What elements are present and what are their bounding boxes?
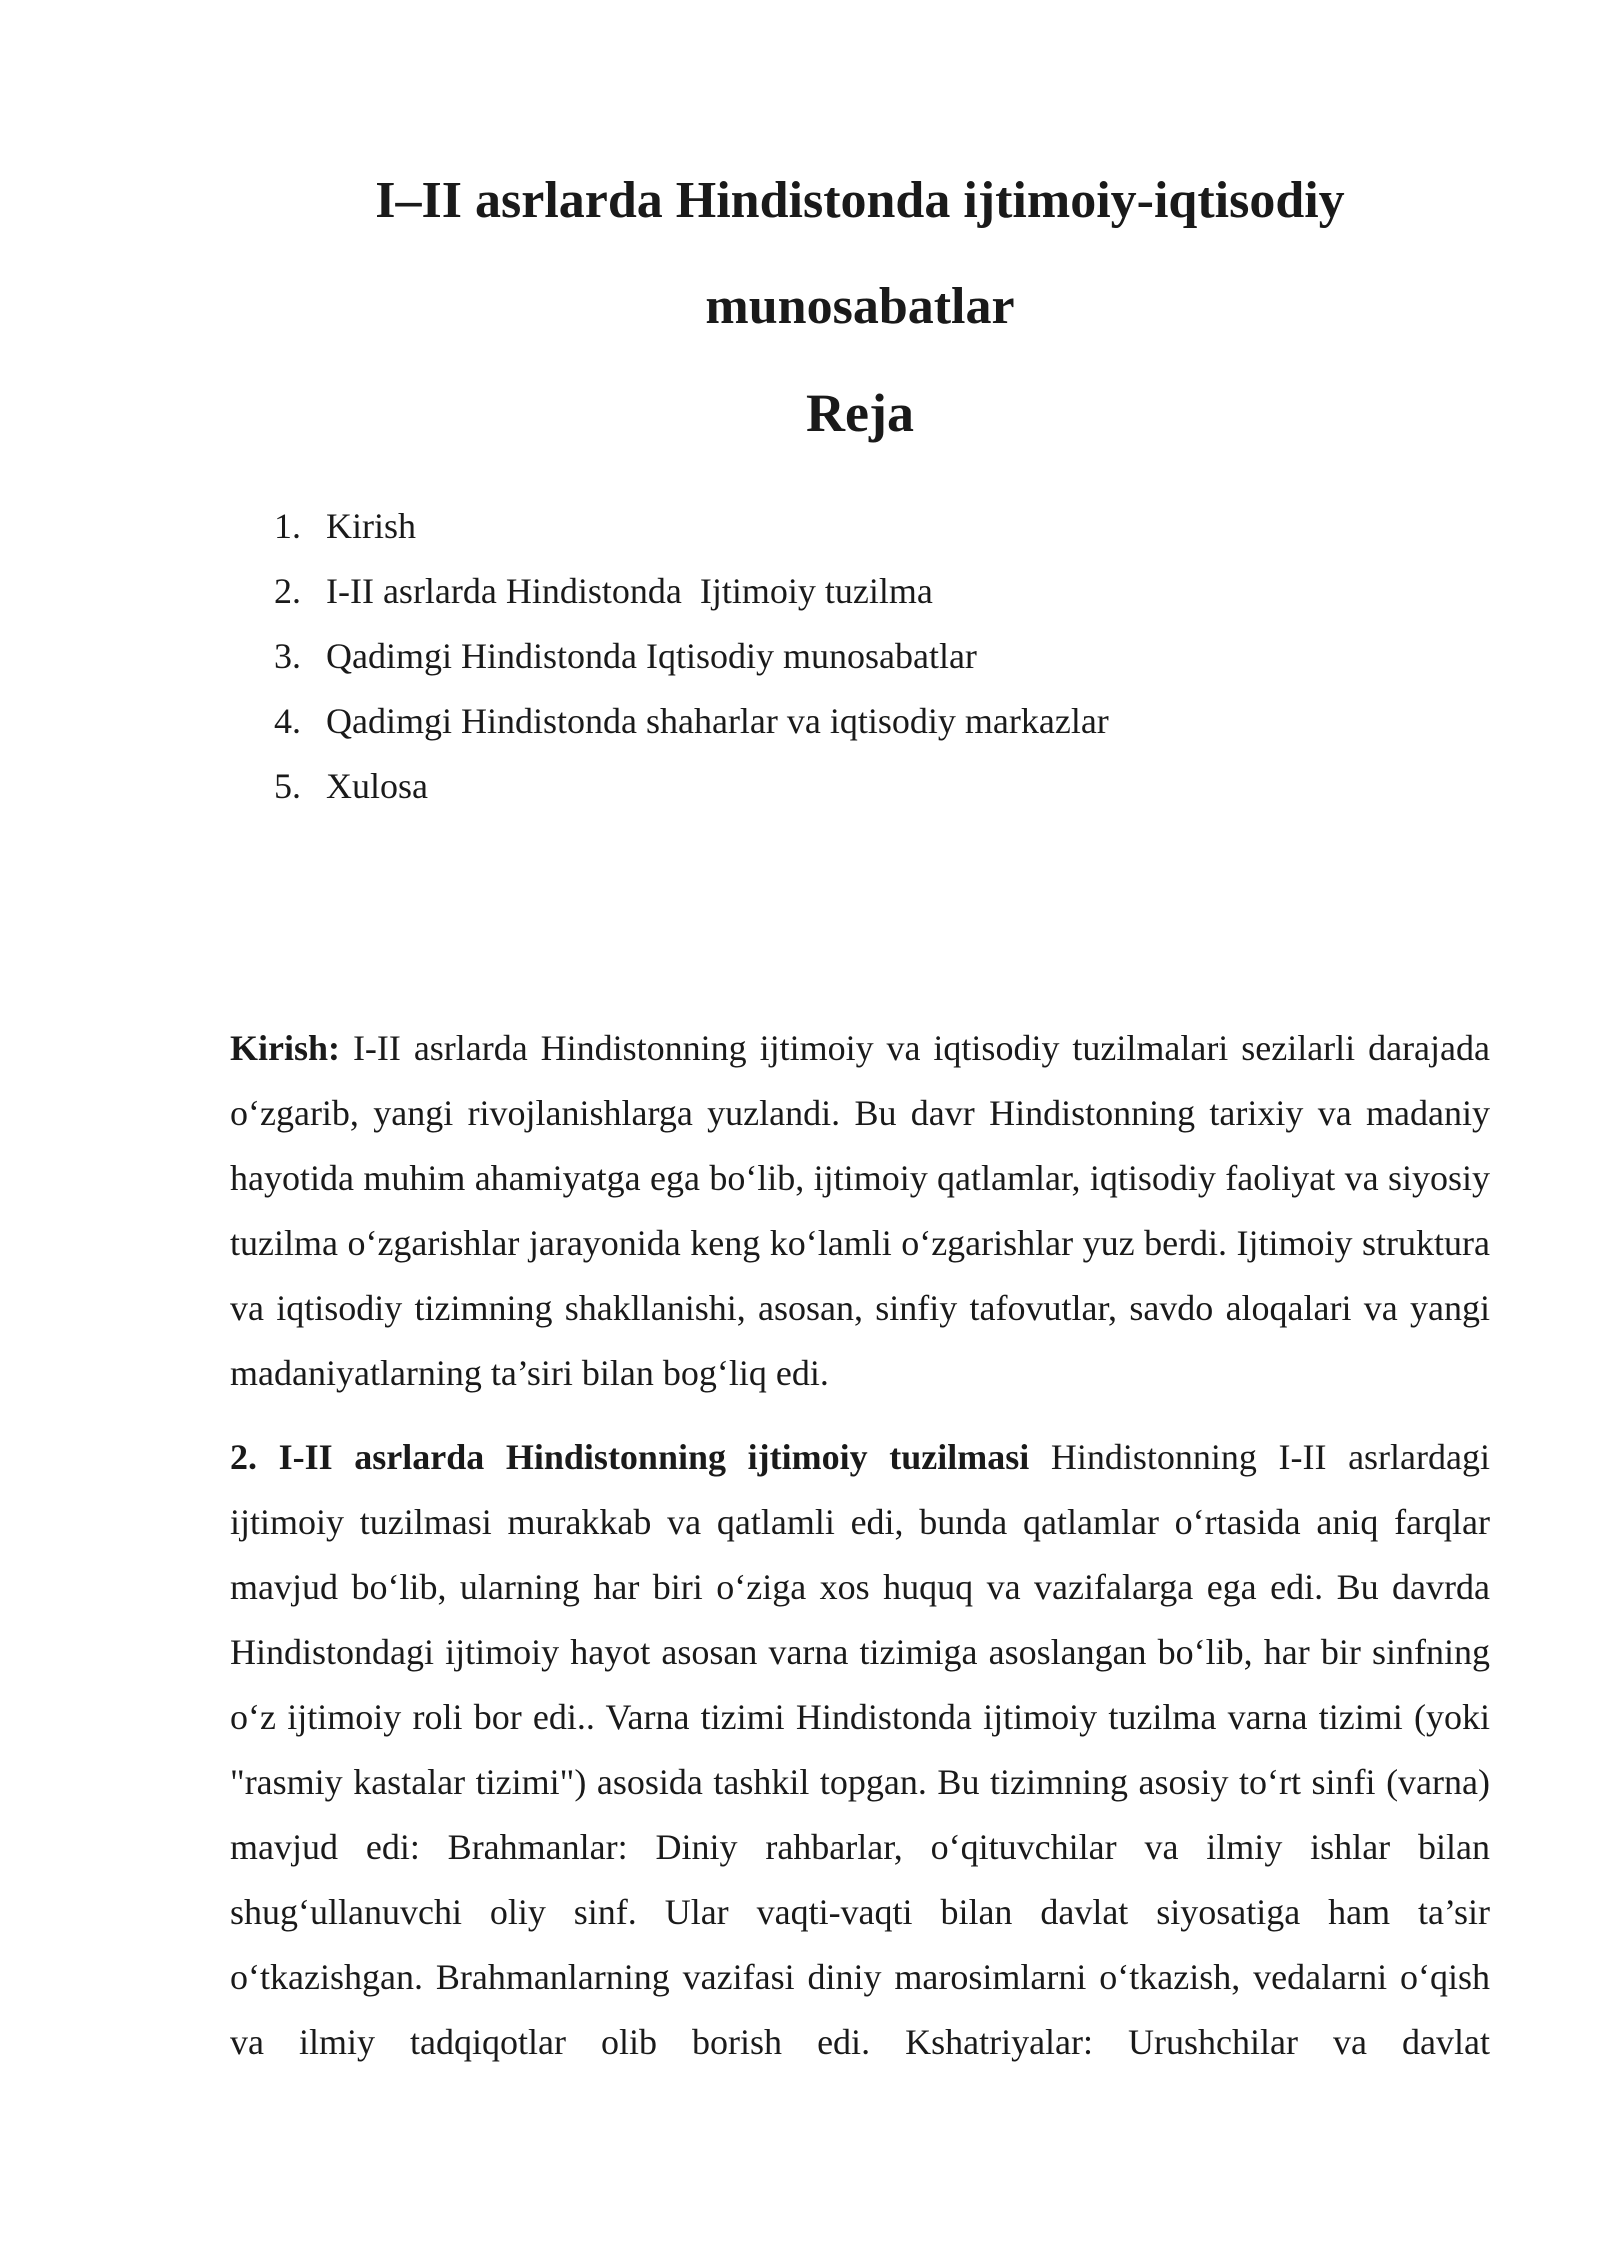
plan-item-number: 5. (274, 766, 301, 806)
plan-heading: Reja (806, 383, 914, 443)
plan-item-text: Xulosa (326, 766, 428, 806)
plan-item-number: 4. (274, 701, 301, 741)
plan-item-number: 3. (274, 636, 301, 676)
plan-item (274, 754, 1109, 819)
plan-list (274, 494, 1109, 819)
plan-item (274, 689, 1109, 754)
plan-item-number: 1. (274, 506, 301, 546)
intro-label: Kirish: (230, 1028, 341, 1068)
plan-item-text: I-II asrlarda Hindistonda Ijtimoiy tuzilma (326, 571, 933, 611)
document-title (230, 148, 1490, 360)
plan-item-text: Qadimgi Hindistonda shaharlar va iqtisodiy markazlar (326, 701, 1109, 741)
title-line-2: munosabatlar (705, 278, 1015, 335)
plan-item-text: Kirish (326, 506, 416, 546)
plan-item-text: Qadimgi Hindistonda Iqtisodiy munosabatlar (326, 636, 977, 676)
section2-text: Hindistonning I-II asrlardagi ijtimoiy tuzilmasi murakkab va qatlamli edi, bunda qatlamlar o‘rtasida aniq farqlar mavjud bo‘lib, ularning har biri o‘ziga xos huquq va vazifalarga ega edi. Bu davrda Hindistondagi ijtimoiy hayot asosan varna tizimiga asoslangan bo‘lib, har bir sinfning o‘z ijtimoiy roli bor edi.. Varna tizimi Hindistonda ijtimoiy tuzilma varna tizimi (yoki "rasmiy kastalar tizimi") asosida tashkil topgan. Bu tizimning asosiy to‘rt sinfi (varna) mavjud edi: Brahmanlar: Diniy rahbarlar, o‘qituvchilar va ilmiy ishlar bilan shug‘ullanuvchi oliy sinf. Ular vaqti-vaqti bilan davlat siyosatiga ham ta’sir o‘tkazishgan. Brahmanlarning vazifasi diniy marosimlarni o‘tkazish, vedalarni o‘qish va ilmiy tadqiqotlar olib borish edi. Kshatriyalar: Urushchilar va davlat (230, 1437, 1490, 2062)
plan-item-number: 2. (274, 571, 301, 611)
title-line-1: I–II asrlarda Hindistonda ijtimoiy-iqtisodiy (375, 172, 1345, 229)
plan-item (274, 559, 1109, 624)
section2-paragraph (230, 1425, 1490, 2075)
intro-text: I-II asrlarda Hindistonning ijtimoiy va iqtisodiy tuzilmalari sezilarli darajada o‘zgarib, yangi rivojlanishlarga yuzlandi. Bu davr Hindistonning tarixiy va madaniy hayotida muhim ahamiyatga ega bo‘lib, ijtimoiy qatlamlar, iqtisodiy faoliyat va siyosiy tuzilma o‘zgarishlar jarayonida keng ko‘lamli o‘zgarishlar yuz berdi. Ijtimoiy struktura va iqtisodiy tizimning shakllanishi, asosan, sinfiy tafovutlar, savdo aloqalari va yangi madaniyatlarning ta’siri bilan bog‘liq edi. (230, 1028, 1490, 1393)
plan-item (274, 624, 1109, 689)
section2-label: 2. I-II asrlarda Hindistonning ijtimoiy tuzilmasi (230, 1437, 1030, 1477)
intro-paragraph (230, 1016, 1490, 1406)
plan-item (274, 494, 1109, 559)
